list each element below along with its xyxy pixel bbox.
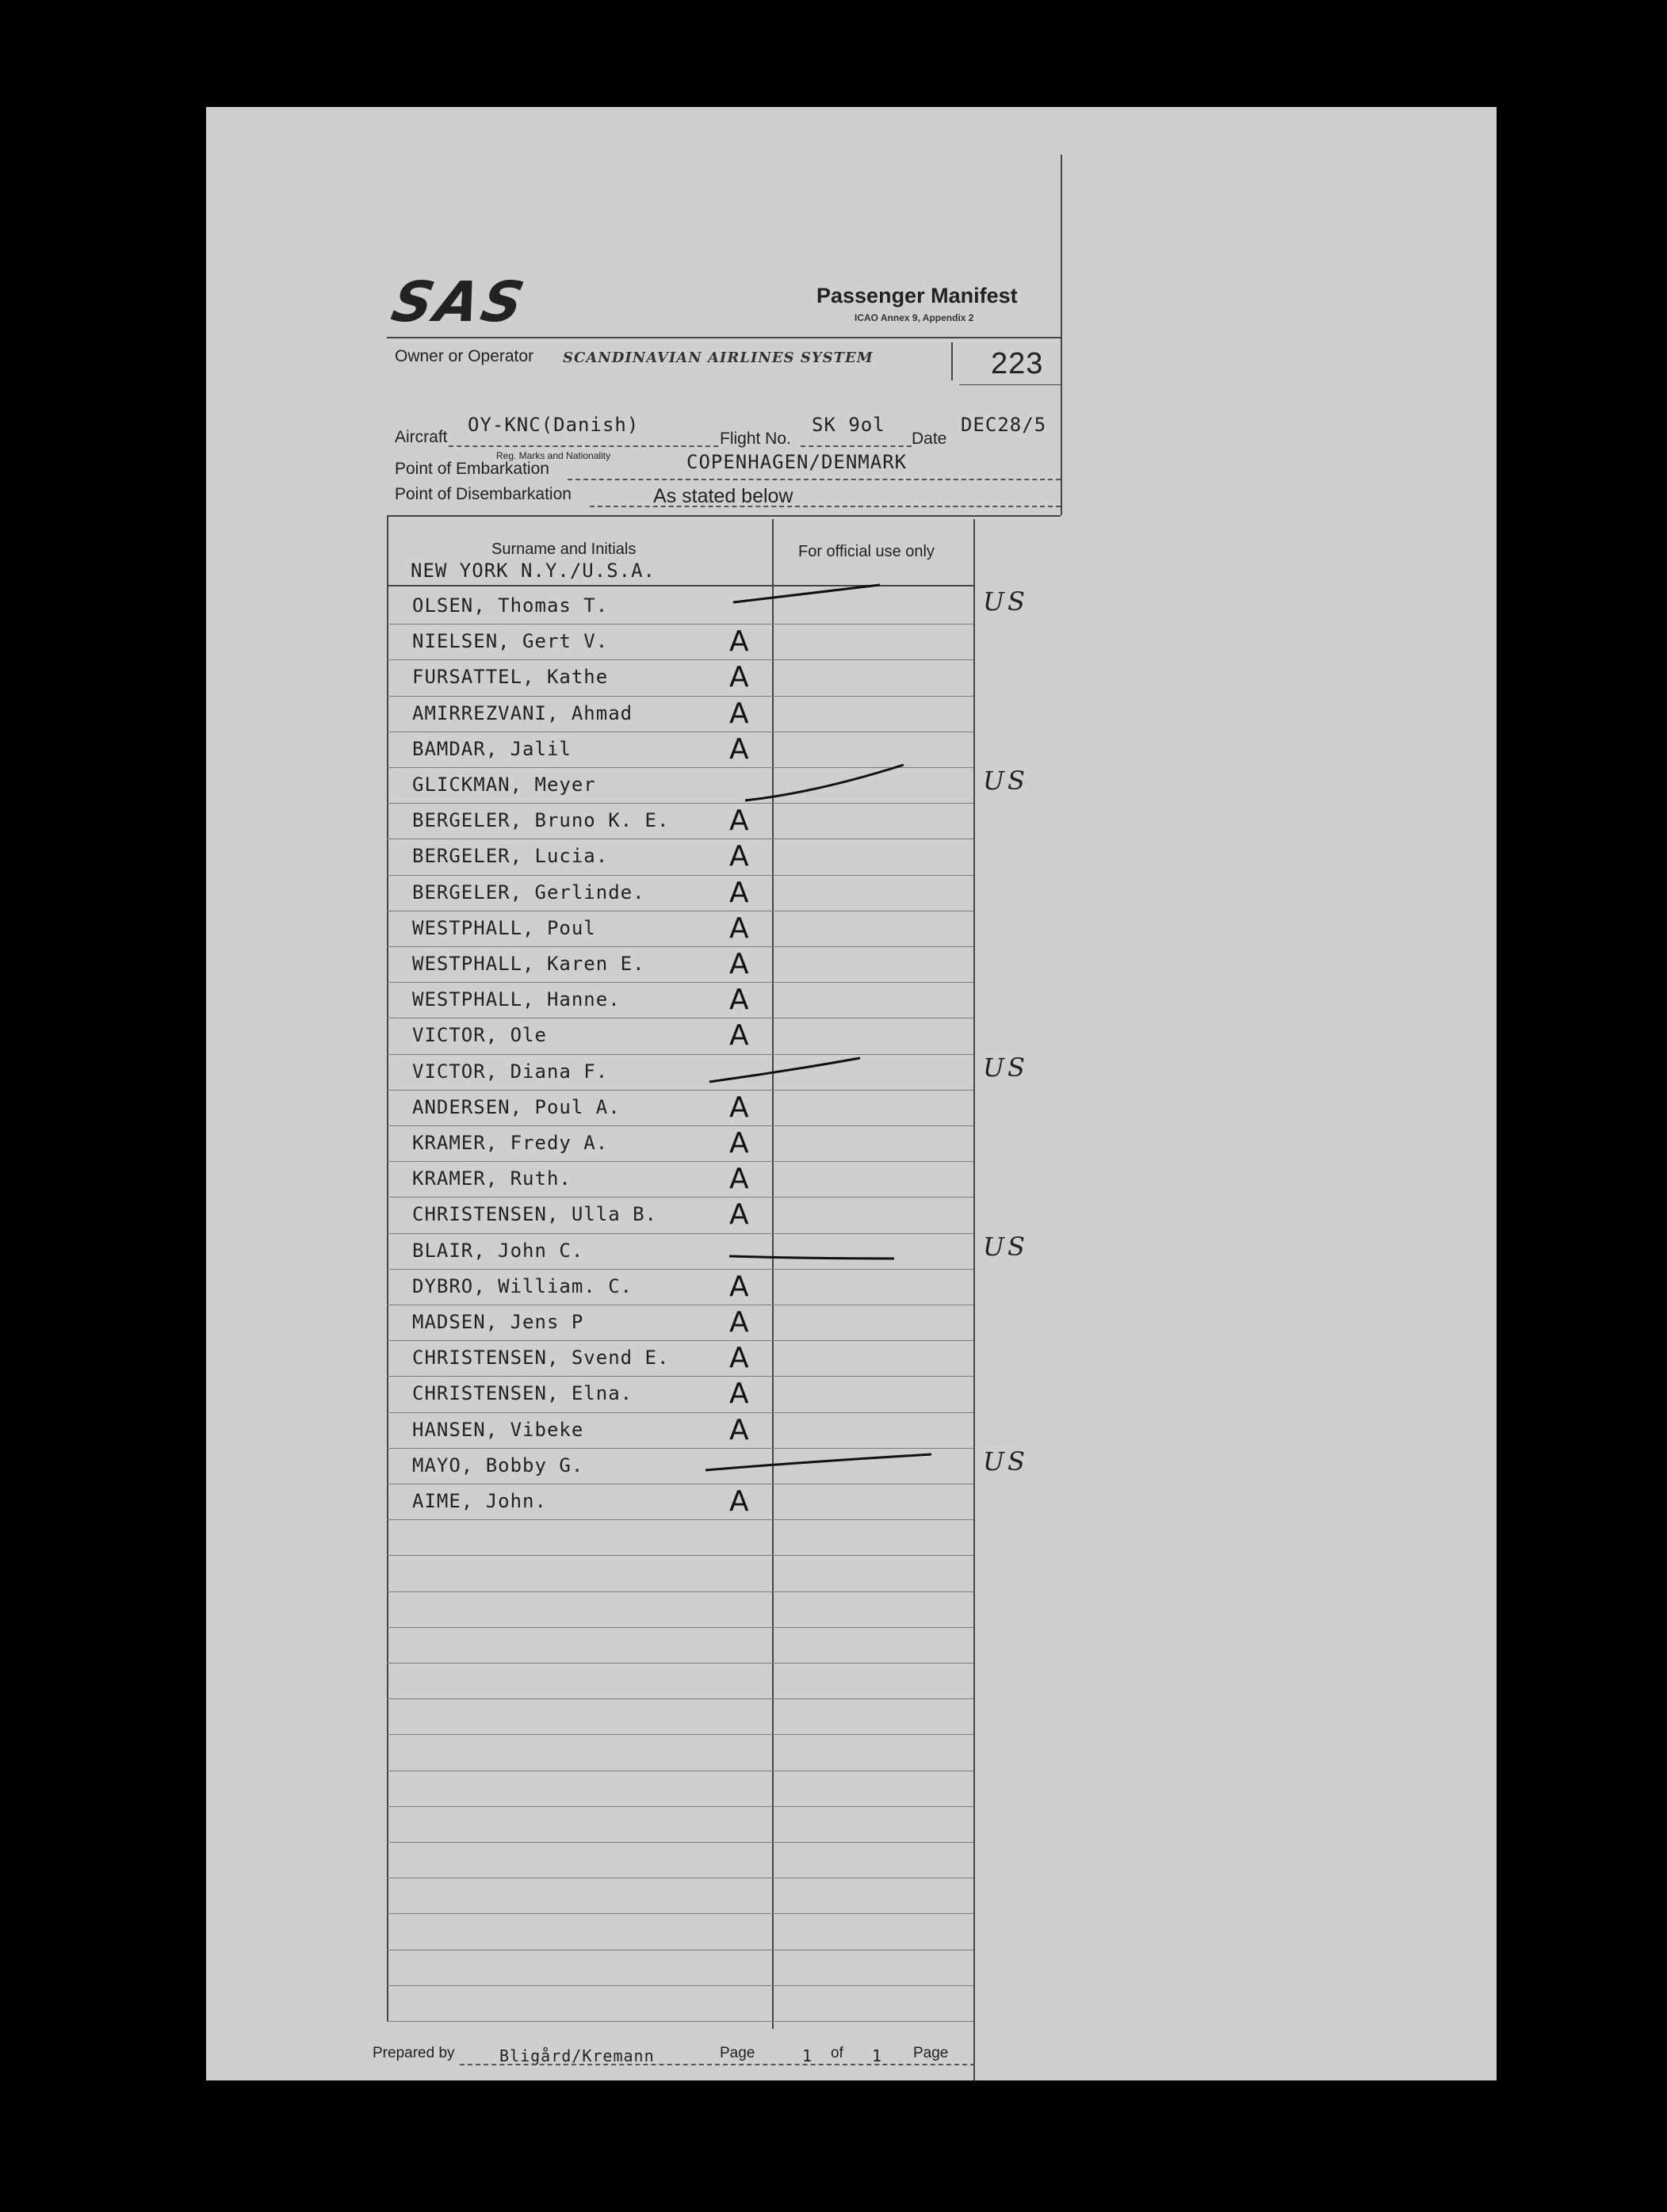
handwritten-a-mark: A <box>729 1270 749 1303</box>
passenger-name: BERGELER, Lucia. <box>412 845 609 868</box>
flight-value: SK 9ol <box>812 414 885 436</box>
passenger-name: AIME, John. <box>412 1490 547 1512</box>
page-value: 1 <box>802 2046 813 2065</box>
passenger-name: CHRISTENSEN, Elna. <box>412 1382 633 1405</box>
handwritten-us-note: US <box>983 1231 1028 1262</box>
handwritten-a-mark: A <box>729 948 749 980</box>
date-value: DEC28/5 <box>961 414 1047 436</box>
col-official-header: For official use only <box>798 543 935 560</box>
handwritten-a-mark: A <box>729 1485 749 1518</box>
disembark-value: As stated below <box>653 485 793 507</box>
form-subtitle: ICAO Annex 9, Appendix 2 <box>855 312 974 323</box>
passenger-name: GLICKMAN, Meyer <box>412 774 596 796</box>
passenger-name: CHRISTENSEN, Ulla B. <box>412 1203 657 1226</box>
handwritten-a-mark: A <box>729 1306 749 1339</box>
prepared-label: Prepared by <box>373 2045 455 2061</box>
passenger-name: WESTPHALL, Karen E. <box>412 953 645 975</box>
page-label: Page <box>720 2045 755 2061</box>
passenger-name: BAMDAR, Jalil <box>412 737 572 760</box>
flight-label: Flight No. <box>720 430 791 448</box>
handwritten-a-mark: A <box>729 876 749 909</box>
handwritten-a-mark: A <box>729 804 749 838</box>
passenger-name: WESTPHALL, Poul <box>412 916 596 939</box>
owner-value: SCANDINAVIAN AIRLINES SYSTEM <box>563 350 874 366</box>
embark-label: Point of Embarkation <box>395 460 549 478</box>
passenger-name: KRAMER, Fredy A. <box>412 1132 609 1154</box>
passenger-name: ANDERSEN, Poul A. <box>412 1095 621 1118</box>
sas-logo: SAS <box>386 269 533 334</box>
handwritten-a-mark: A <box>729 1198 749 1232</box>
passenger-name: KRAMER, Ruth. <box>412 1167 572 1190</box>
handwritten-a-mark: A <box>729 840 749 873</box>
destination-heading: NEW YORK N.Y./U.S.A. <box>411 560 656 582</box>
reg-note: Reg. Marks and Nationality <box>496 450 611 461</box>
passenger-name: WESTPHALL, Hanne. <box>412 988 621 1011</box>
handwritten-a-mark: A <box>729 1342 749 1375</box>
prepared-value: Bligård/Kremann <box>499 2046 655 2065</box>
handwritten-a-mark: A <box>729 1127 749 1159</box>
handwritten-a-mark: A <box>729 625 749 659</box>
page-label-right: Page <box>913 2045 949 2061</box>
handwritten-a-mark: A <box>729 911 749 945</box>
handwritten-us-note: US <box>983 1446 1028 1477</box>
form-title: Passenger Manifest <box>816 284 1018 308</box>
handwritten-a-mark: A <box>729 1091 749 1124</box>
passenger-name: CHRISTENSEN, Svend E. <box>412 1347 670 1370</box>
date-label: Date <box>912 430 947 448</box>
handwritten-a-mark: A <box>729 661 749 694</box>
disembark-label: Point of Disembarkation <box>395 485 572 503</box>
passenger-name: VICTOR, Diana F. <box>412 1060 609 1083</box>
handwritten-a-mark: A <box>729 1163 749 1196</box>
passenger-name: VICTOR, Ole <box>412 1024 547 1047</box>
passenger-name: HANSEN, Vibeke <box>412 1418 584 1441</box>
passenger-name: BERGELER, Gerlinde. <box>412 881 645 904</box>
passenger-name: DYBRO, William. C. <box>412 1274 633 1297</box>
handwritten-a-mark: A <box>729 732 749 766</box>
passenger-name: FURSATTEL, Kathe <box>412 666 609 689</box>
handwritten-us-note: US <box>983 1052 1028 1083</box>
aircraft-value: OY-KNC(Danish) <box>468 414 640 436</box>
aircraft-label: Aircraft <box>395 428 448 446</box>
passenger-name: BERGELER, Bruno K. E. <box>412 809 670 832</box>
passenger-name: NIELSEN, Gert V. <box>412 630 609 653</box>
col-name-header: Surname and Initials <box>491 541 637 558</box>
handwritten-us-note: US <box>983 766 1028 796</box>
handwritten-a-mark: A <box>729 984 749 1017</box>
owner-label: Owner or Operator <box>395 347 534 365</box>
handwritten-a-mark: A <box>729 1019 749 1053</box>
of-value: 1 <box>872 2046 883 2065</box>
handwritten-a-mark: A <box>729 1377 749 1411</box>
handwritten-us-note: US <box>983 586 1028 617</box>
manifest-number: 223 <box>991 347 1044 380</box>
of-label: of <box>831 2045 843 2061</box>
passenger-name: OLSEN, Thomas T. <box>412 594 609 617</box>
passenger-name: AMIRREZVANI, Ahmad <box>412 701 633 724</box>
passenger-name: MAYO, Bobby G. <box>412 1454 584 1477</box>
passenger-name: BLAIR, John C. <box>412 1239 584 1262</box>
handwritten-a-mark: A <box>729 697 749 730</box>
passenger-name: MADSEN, Jens P <box>412 1311 584 1333</box>
footer-line <box>460 2064 975 2065</box>
embark-value: COPENHAGEN/DENMARK <box>686 451 908 473</box>
handwritten-a-mark: A <box>729 1413 749 1446</box>
